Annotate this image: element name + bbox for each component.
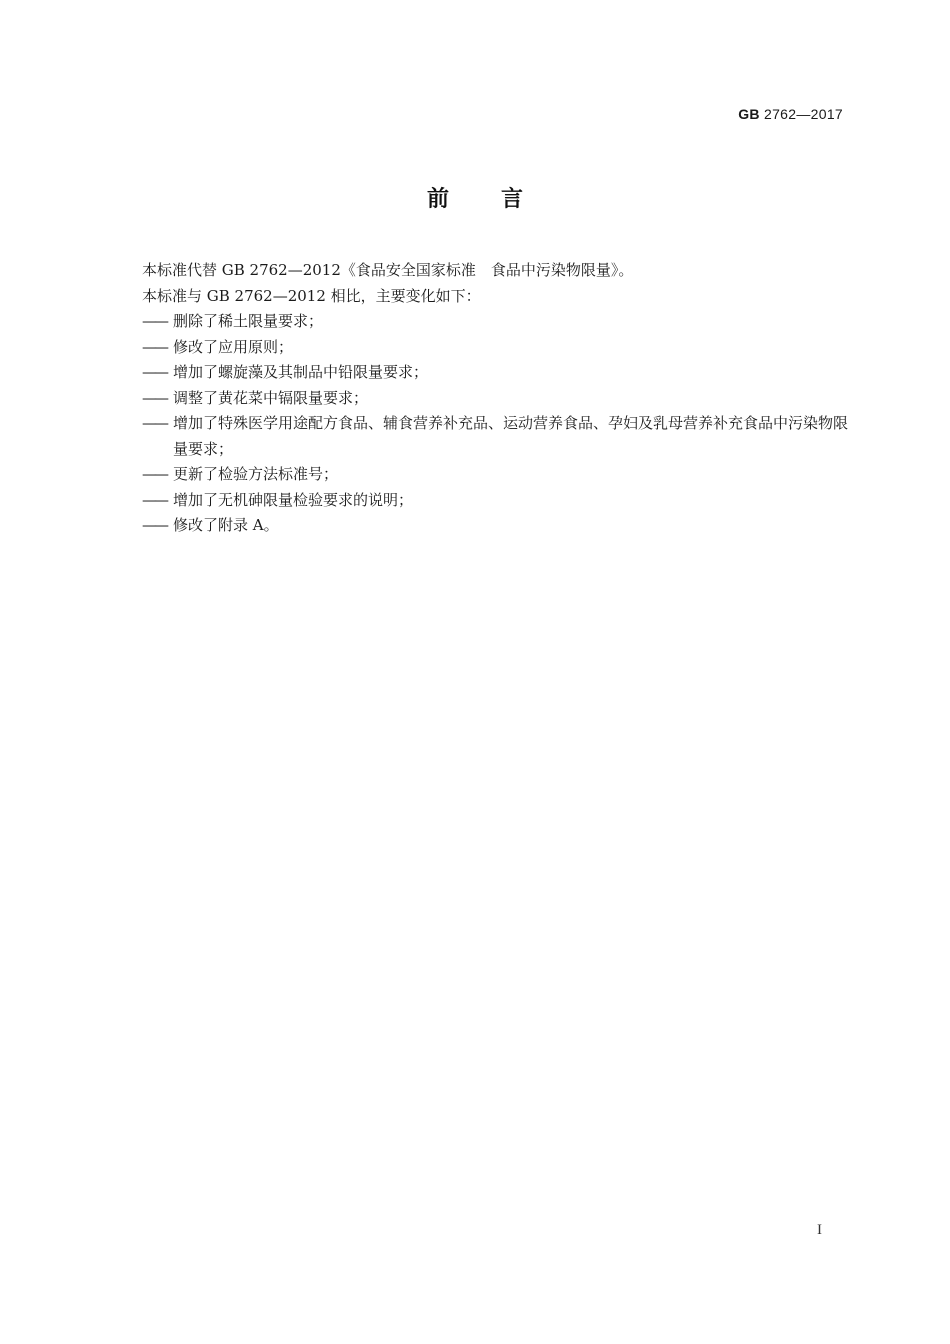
change-item-text: 删除了稀土限量要求； <box>173 312 324 330</box>
dash-marker: —— <box>142 516 166 534</box>
change-item-text: 增加了无机砷限量检验要求的说明； <box>173 490 414 509</box>
dash-marker: —— <box>142 490 166 509</box>
change-item-text: 修改了附录 A。 <box>173 516 279 534</box>
change-item <box>142 335 848 361</box>
title-char-2: 言 <box>501 187 524 212</box>
dash-marker: —— <box>142 465 166 483</box>
standard-number <box>738 106 843 122</box>
paragraph-replacement: 本标准代替 GB 2762—2012《食品安全国家标准 食品中污染物限量》。 <box>142 261 634 279</box>
change-item <box>142 309 848 335</box>
change-item <box>142 386 848 412</box>
title-char-1: 前 <box>426 187 449 212</box>
standard-code: 2762—2017 <box>764 106 843 122</box>
change-item-text: 修改了应用原则； <box>173 337 294 356</box>
change-item <box>142 462 848 488</box>
dash-marker: —— <box>142 337 166 356</box>
dash-marker: —— <box>142 414 166 432</box>
paragraph-changes-intro: 本标准与 GB 2762—2012 相比，主要变化如下： <box>142 286 481 305</box>
dash-marker: —— <box>142 312 166 330</box>
page-number: I <box>817 1222 822 1238</box>
change-item <box>142 360 848 386</box>
change-item-text: 增加了特殊医学用途配方食品、辅食营养补充品、运动营养食品、孕妇及乳母营养补充食品中污染物限量要求； <box>173 414 849 458</box>
dash-marker: —— <box>142 388 166 407</box>
dash-marker: —— <box>142 363 166 381</box>
change-item <box>142 513 848 539</box>
change-item <box>142 488 848 514</box>
foreword-body <box>142 258 848 539</box>
change-item <box>142 411 848 462</box>
change-item-text: 调整了黄花菜中镉限量要求； <box>173 388 369 407</box>
change-item-text: 增加了螺旋藻及其制品中铅限量要求； <box>173 363 429 381</box>
standard-prefix: GB <box>738 106 760 122</box>
section-title <box>0 182 950 213</box>
change-item-text: 更新了检验方法标准号； <box>173 465 339 483</box>
